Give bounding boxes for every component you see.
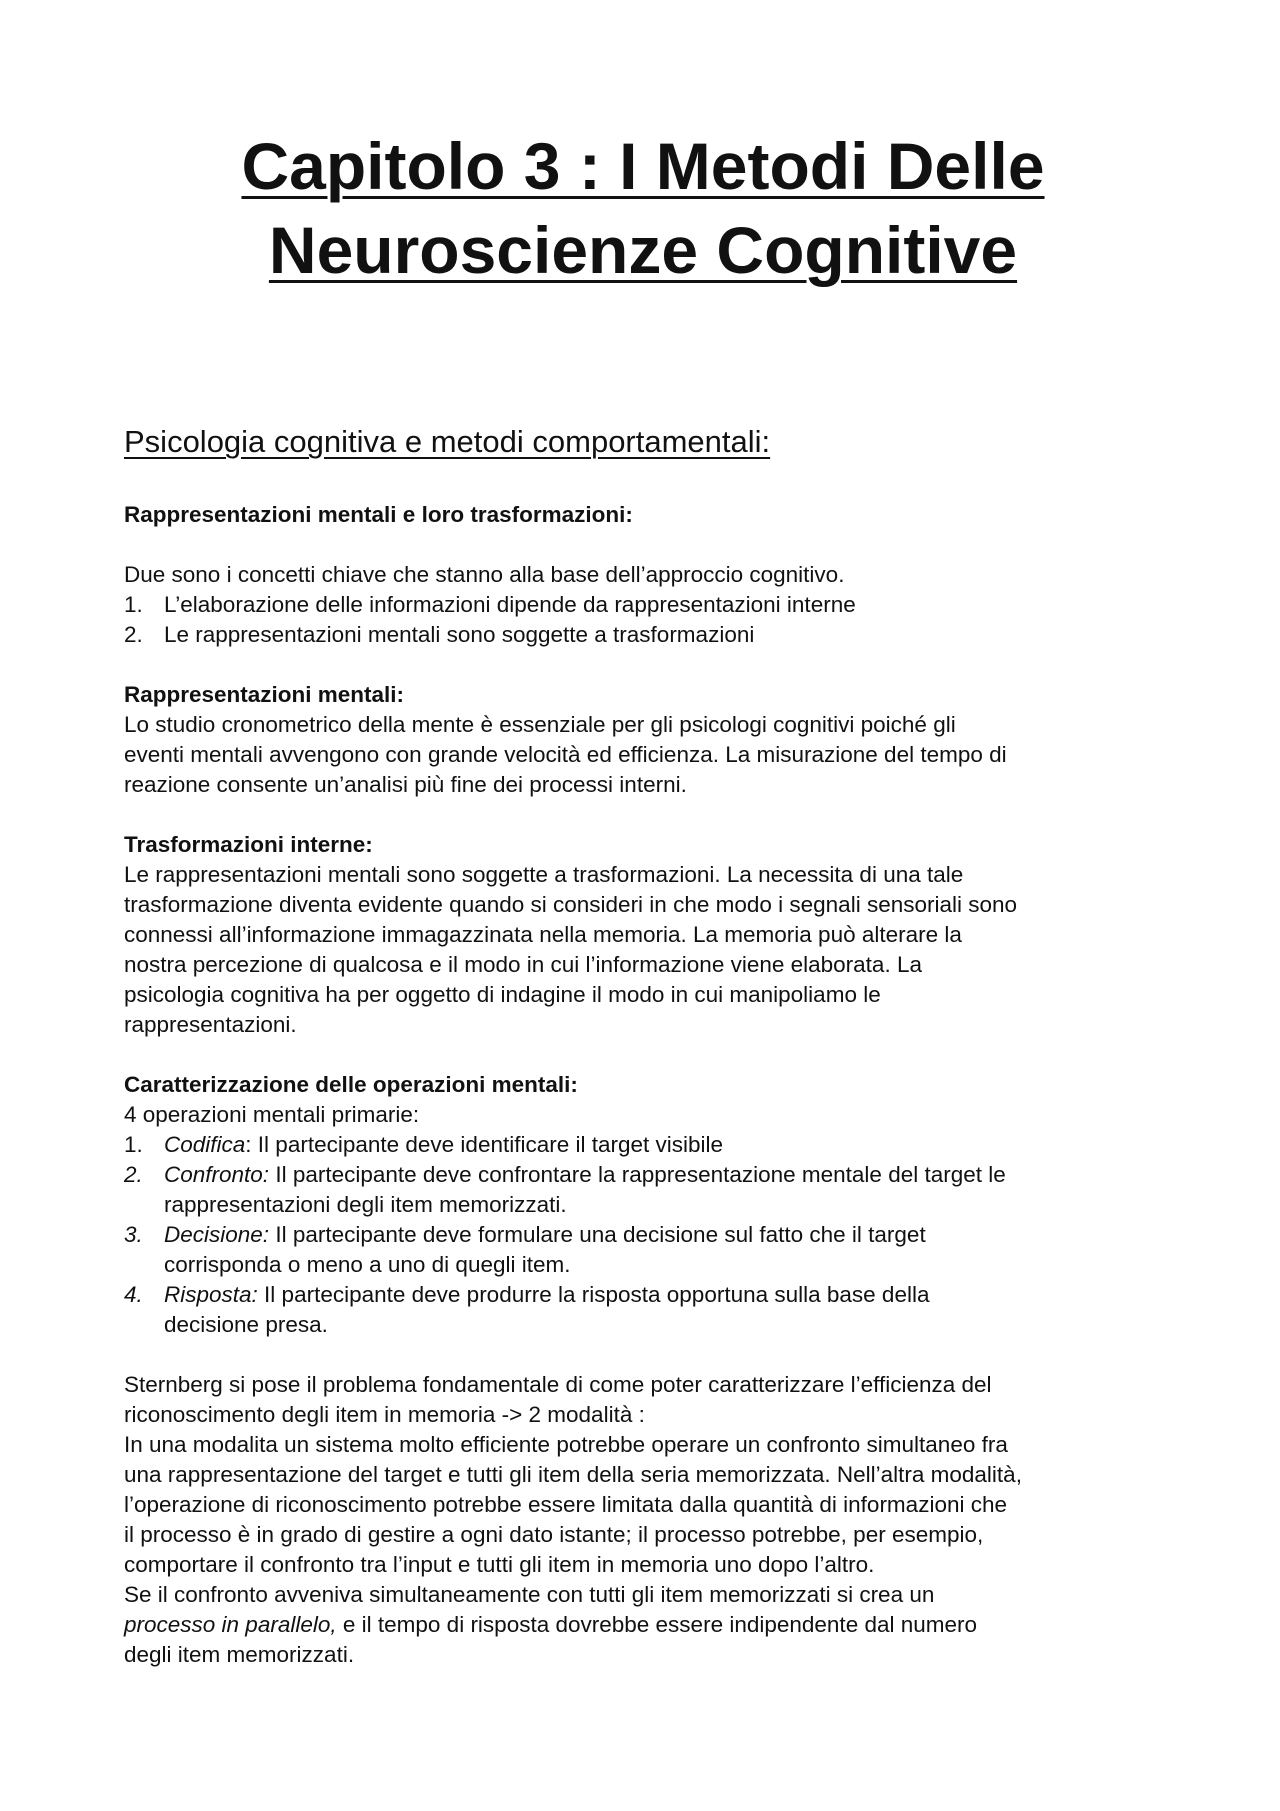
text-line: il processo è in grado di gestire a ogni dato istante; il processo potrebbe, per esempio, — [124, 1522, 984, 1547]
operation-term: Codifica — [164, 1132, 246, 1157]
text-line: trasformazione diventa evidente quando si consideri in che modo i segnali sensoriali sono — [124, 892, 1018, 917]
list-item — [124, 1160, 1162, 1220]
block-rappresentazioni-trasformazioni — [124, 500, 1162, 650]
operation-text: rappresentazioni degli item memorizzati. — [164, 1192, 567, 1217]
operation-term: Risposta: — [164, 1282, 258, 1307]
text-line: Sternberg si pose il problema fondamentale di come poter caratterizzare l’efficienza del — [124, 1372, 992, 1397]
text-line: una rappresentazione del target e tutti gli item della seria memorizzata. Nell’altra modalità, — [124, 1462, 1022, 1487]
text-line: eventi mentali avvengono con grande velocità ed efficienza. La misurazione del tempo di — [124, 742, 1007, 767]
page-title — [124, 0, 1162, 292]
list-number: 1. — [124, 592, 143, 617]
title-line-2: Neuroscienze Cognitive — [268, 213, 1018, 287]
list-item — [124, 620, 1162, 650]
italic-term: processo in parallelo, — [124, 1612, 337, 1637]
subheading-rappresentazioni-trasformazioni: Rappresentazioni mentali e loro trasformazioni: — [124, 502, 633, 527]
operation-text: decisione presa. — [164, 1312, 328, 1337]
paragraph-sternberg — [124, 1370, 1162, 1670]
list-item — [124, 590, 1162, 620]
list-item — [124, 1280, 1162, 1340]
block-sternberg — [124, 1370, 1162, 1670]
list-number: 2. — [124, 1162, 143, 1187]
text-line: l’operazione di riconoscimento potrebbe essere limitata dalla quantità di informazioni che — [124, 1492, 1007, 1517]
text-line: rappresentazioni. — [124, 1012, 297, 1037]
text-line: In una modalita un sistema molto efficiente potrebbe operare un confronto simultaneo fra — [124, 1432, 1008, 1457]
operation-term: Confronto: — [164, 1162, 270, 1187]
text-line: nostra percezione di qualcosa e il modo in cui l’informazione viene elaborata. La — [124, 952, 922, 977]
text-line: comportare il confronto tra l’input e tutti gli item in memoria uno dopo l’altro. — [124, 1552, 875, 1577]
subheading-trasformazioni-interne: Trasformazioni interne: — [124, 832, 373, 857]
paragraph-rappresentazioni-mentali — [124, 710, 1162, 800]
text-line: Lo studio cronometrico della mente è essenziale per gli psicologi cognitivi poiché gli — [124, 712, 956, 737]
concepts-list — [124, 590, 1162, 650]
text-line: riconoscimento degli item in memoria -> 2 modalità : — [124, 1402, 645, 1427]
list-text: Le rappresentazioni mentali sono soggette a trasformazioni — [164, 622, 755, 647]
list-text: L’elaborazione delle informazioni dipende da rappresentazioni interne — [164, 592, 856, 617]
list-item — [124, 1130, 1162, 1160]
operation-text: Il partecipante deve confrontare la rappresentazione mentale del target le — [269, 1162, 1006, 1187]
list-number: 1. — [124, 1132, 143, 1157]
text-line: reazione consente un’analisi più fine dei processi interni. — [124, 772, 687, 797]
operation-text: : Il partecipante deve identificare il target visibile — [245, 1132, 724, 1157]
title-line-1: Capitolo 3 : I Metodi Delle — [241, 129, 1045, 203]
list-number: 3. — [124, 1222, 143, 1247]
text-line: psicologia cognitiva ha per oggetto di indagine il modo in cui manipoliamo le — [124, 982, 881, 1007]
operations-list — [124, 1130, 1162, 1340]
section-heading: Psicologia cognitiva e metodi comportamentali: — [124, 424, 771, 459]
operation-text: Il partecipante deve formulare una decisione sul fatto che il target — [269, 1222, 926, 1247]
list-number: 2. — [124, 622, 143, 647]
text-line: connessi all’informazione immagazzinata nella memoria. La memoria può alterare la — [124, 922, 962, 947]
paragraph-trasformazioni-interne — [124, 860, 1162, 1040]
operation-text: corrisponda o meno a uno di quegli item. — [164, 1252, 571, 1277]
block-operazioni-mentali — [124, 1070, 1162, 1340]
block-trasformazioni-interne — [124, 830, 1162, 1040]
text-line: Se il confronto avveniva simultaneamente con tutti gli item memorizzati si crea un — [124, 1582, 935, 1607]
subheading-operazioni-mentali: Caratterizzazione delle operazioni mentali: — [124, 1072, 578, 1097]
paragraph-operazioni-intro: 4 operazioni mentali primarie: — [124, 1102, 420, 1127]
subheading-rappresentazioni-mentali: Rappresentazioni mentali: — [124, 682, 405, 707]
operation-text: Il partecipante deve produrre la risposta opportuna sulla base della — [257, 1282, 930, 1307]
list-number: 4. — [124, 1282, 143, 1307]
text-line: e il tempo di risposta dovrebbe essere indipendente dal numero — [336, 1612, 978, 1637]
operation-term: Decisione: — [164, 1222, 270, 1247]
list-item — [124, 1220, 1162, 1280]
text-line: degli item memorizzati. — [124, 1642, 355, 1667]
block-rappresentazioni-mentali — [124, 680, 1162, 800]
paragraph-intro: Due sono i concetti chiave che stanno alla base dell’approccio cognitivo. — [124, 562, 845, 587]
text-line: Le rappresentazioni mentali sono soggette a trasformazioni. La necessita di una tale — [124, 862, 964, 887]
